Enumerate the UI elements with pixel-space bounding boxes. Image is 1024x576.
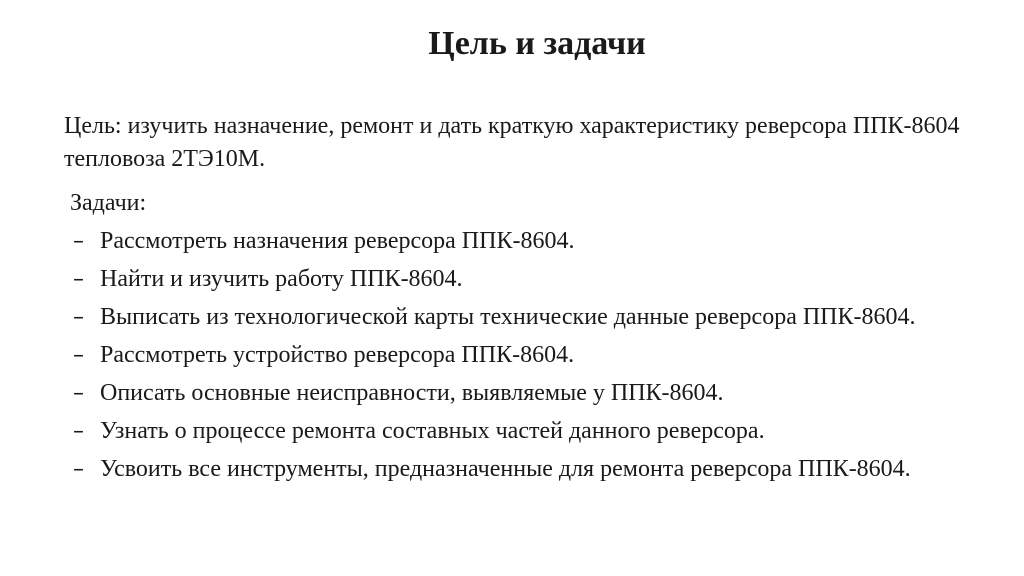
tasks-section	[64, 187, 964, 486]
task-item	[64, 301, 964, 334]
task-text: Найти и изучить работу ППК-8604.	[100, 266, 463, 292]
task-item	[64, 225, 964, 258]
task-text: Рассмотреть назначения реверсора ППК-8604.	[100, 228, 575, 254]
task-text: Узнать о процессе ремонта составных частей данного реверсора.	[100, 418, 765, 444]
goal-paragraph: Цель: изучить назначение, ремонт и дать краткую характеристику реверсора ППК-8604 тепловоза 2ТЭ10М.	[64, 113, 960, 172]
dash-bullet-icon: –	[73, 419, 84, 444]
task-list	[64, 225, 964, 486]
task-text: Выписать из технологической карты технические данные реверсора ППК-8604.	[100, 304, 916, 330]
slide-title: Цель и задачи	[428, 25, 646, 62]
task-item	[64, 377, 964, 410]
dash-bullet-icon: –	[73, 229, 84, 254]
dash-bullet-icon: –	[73, 381, 84, 406]
task-text: Описать основные неисправности, выявляемые у ППК-8604.	[100, 380, 724, 406]
task-item	[64, 415, 964, 448]
dash-bullet-icon: –	[73, 343, 84, 368]
dash-bullet-icon: –	[73, 267, 84, 292]
task-text: Рассмотреть устройство реверсора ППК-8604.	[100, 342, 575, 368]
dash-bullet-icon: –	[73, 457, 84, 482]
task-item	[64, 453, 964, 486]
task-item	[64, 339, 964, 372]
task-item	[64, 263, 964, 296]
dash-bullet-icon: –	[73, 305, 84, 330]
task-text: Усвоить все инструменты, предназначенные для ремонта реверсора ППК-8604.	[100, 456, 911, 482]
tasks-heading: Задачи:	[70, 190, 147, 216]
